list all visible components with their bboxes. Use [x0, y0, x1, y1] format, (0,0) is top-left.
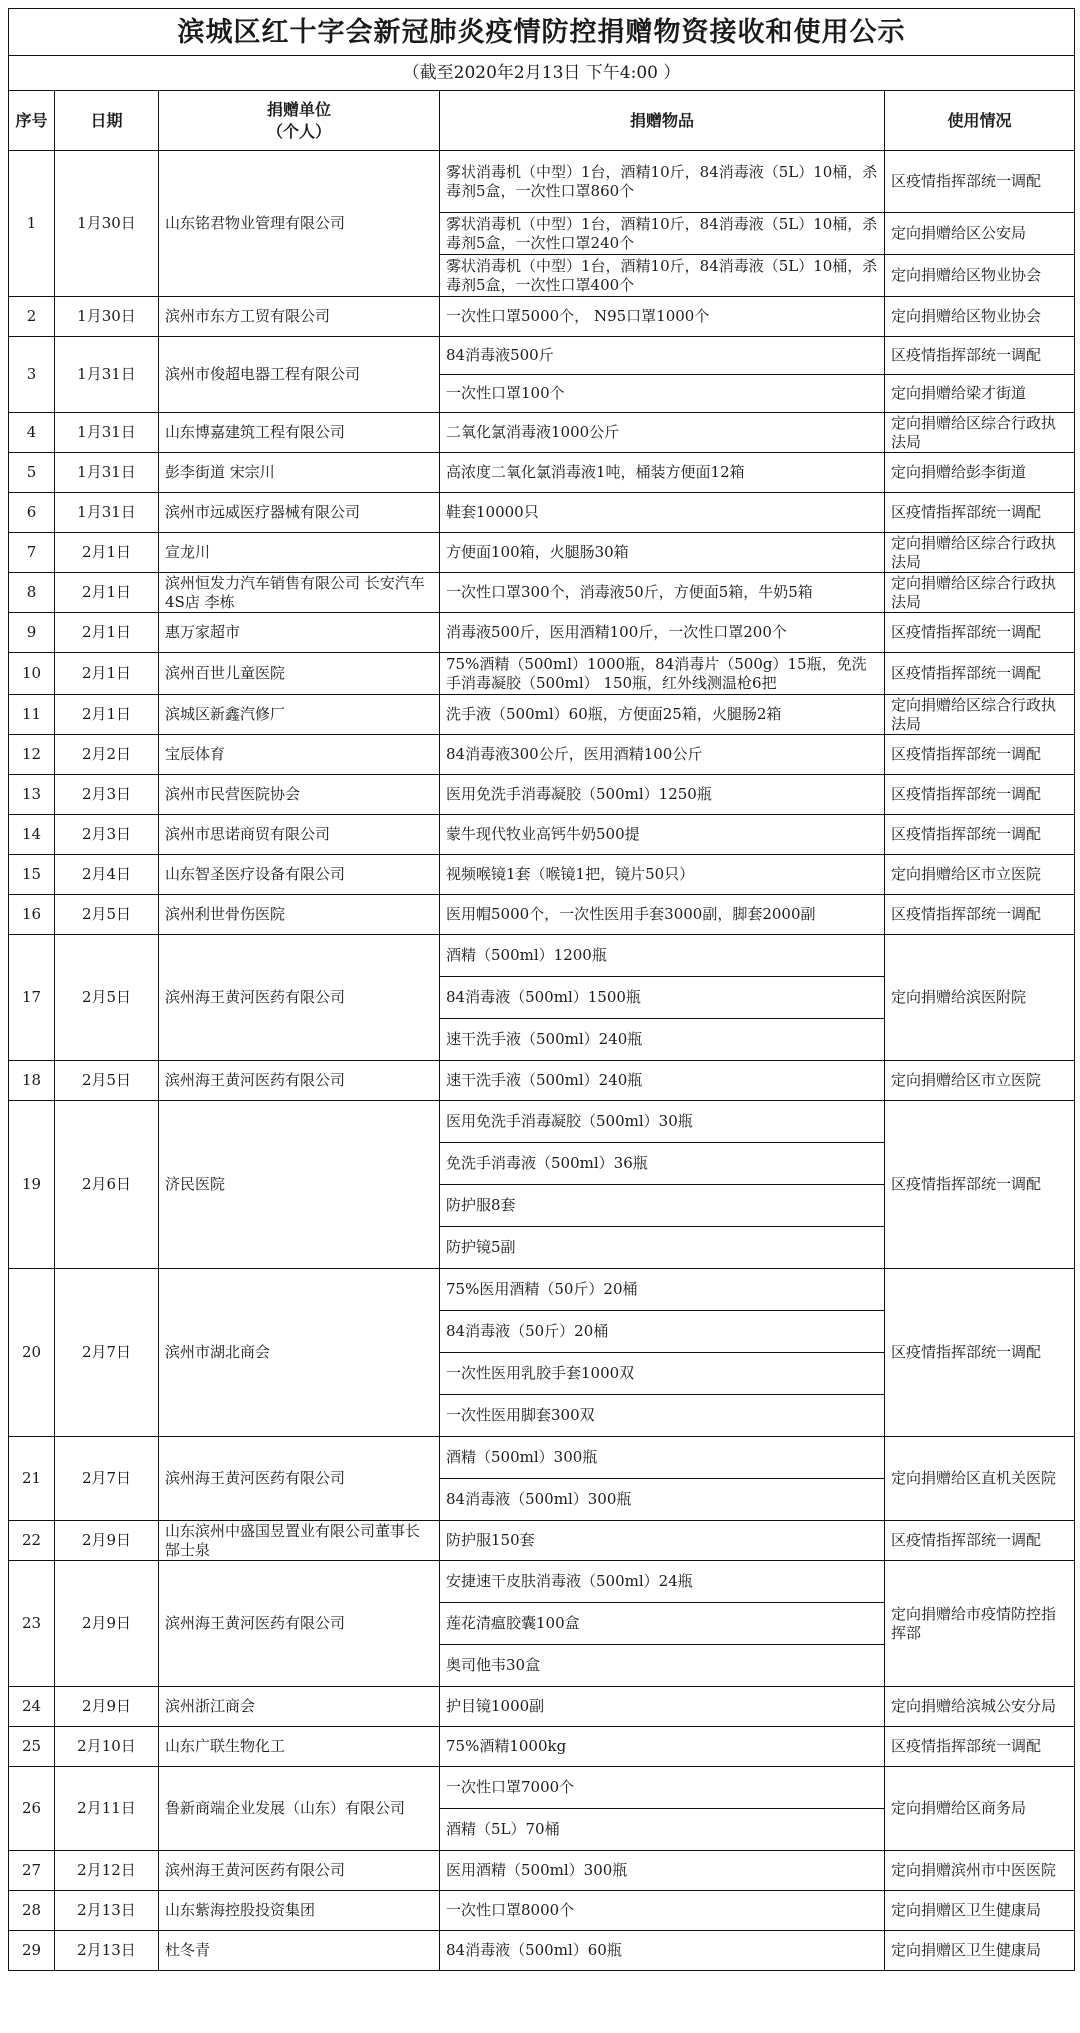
record-date: 2月1日: [55, 653, 159, 695]
record-no: 29: [9, 1931, 55, 1971]
record-donor: 山东广联生物化工: [159, 1727, 440, 1767]
record-no: 8: [9, 573, 55, 613]
record-no: 6: [9, 493, 55, 533]
record-usage: 定向捐赠给区市立医院: [885, 855, 1075, 895]
record-donor: 滨州浙江商会: [159, 1687, 440, 1727]
table-row: [9, 1269, 1075, 1311]
record-date: 2月7日: [55, 1269, 159, 1437]
header-donor-line1: 捐赠单位: [266, 99, 331, 119]
record-goods: 酒精（5L）70桶: [440, 1809, 885, 1851]
record-date: 2月1日: [55, 695, 159, 735]
table-row: [9, 151, 1075, 213]
record-goods: 84消毒液500斤: [440, 337, 885, 375]
record-usage: 定向捐赠区卫生健康局: [885, 1891, 1075, 1931]
record-donor: 滨州市湖北商会: [159, 1269, 440, 1437]
record-date: 2月1日: [55, 573, 159, 613]
record-goods: 消毒液500斤，医用酒精100斤，一次性口罩200个: [440, 613, 885, 653]
table-row: [9, 1437, 1075, 1479]
record-goods: 一次性医用乳胶手套1000双: [440, 1353, 885, 1395]
record-usage: 定向捐赠给滨医附院: [885, 935, 1075, 1061]
record-goods: 医用帽5000个，一次性医用手套3000副，脚套2000副: [440, 895, 885, 935]
record-no: 28: [9, 1891, 55, 1931]
record-usage: 定向捐赠给区物业协会: [885, 297, 1075, 337]
record-goods: 84消毒液（500ml）1500瓶: [440, 977, 885, 1019]
record-donor: 宝辰体育: [159, 735, 440, 775]
record-goods: 蒙牛现代牧业高钙牛奶500提: [440, 815, 885, 855]
record-date: 2月13日: [55, 1891, 159, 1931]
record-usage: 区疫情指挥部统一调配: [885, 735, 1075, 775]
record-no: 7: [9, 533, 55, 573]
record-goods: 一次性口罩100个: [440, 375, 885, 413]
record-goods: 医用酒精（500ml）300瓶: [440, 1851, 885, 1891]
table-row: [9, 1521, 1075, 1561]
donation-notice-sheet: [8, 8, 1074, 1971]
header-donor-line2: （个人）: [266, 121, 331, 141]
table-row: [9, 935, 1075, 977]
record-date: 1月31日: [55, 337, 159, 413]
record-goods: 75%酒精（500ml）1000瓶，84消毒片（500g）15瓶，免洗手消毒凝胶（500ml） 150瓶，红外线测温枪6把: [440, 653, 885, 695]
record-goods: 安捷速干皮肤消毒液（500ml）24瓶: [440, 1561, 885, 1603]
record-goods: 速干洗手液（500ml）240瓶: [440, 1061, 885, 1101]
table-row: [9, 1561, 1075, 1603]
table-row: [9, 735, 1075, 775]
record-date: 2月5日: [55, 1061, 159, 1101]
header-usage: 使用情况: [885, 91, 1075, 151]
record-goods: 75%医用酒精（50斤）20桶: [440, 1269, 885, 1311]
header-donor: [159, 91, 440, 151]
record-usage: 定向捐赠给市疫情防控指挥部: [885, 1561, 1075, 1687]
table-row: [9, 453, 1075, 493]
record-date: 1月31日: [55, 453, 159, 493]
record-no: 13: [9, 775, 55, 815]
record-goods: 一次性口罩300个，消毒液50斤，方便面5箱，牛奶5箱: [440, 573, 885, 613]
record-usage: 区疫情指挥部统一调配: [885, 895, 1075, 935]
record-goods: 医用免洗手消毒凝胶（500ml）1250瓶: [440, 775, 885, 815]
record-goods: 75%酒精1000kg: [440, 1727, 885, 1767]
record-no: 3: [9, 337, 55, 413]
donation-table: [8, 8, 1075, 1971]
record-date: 2月3日: [55, 775, 159, 815]
record-date: 1月31日: [55, 493, 159, 533]
record-date: 2月9日: [55, 1521, 159, 1561]
record-goods: 一次性口罩7000个: [440, 1767, 885, 1809]
record-usage: 区疫情指挥部统一调配: [885, 337, 1075, 375]
record-usage: 区疫情指挥部统一调配: [885, 613, 1075, 653]
record-goods: 护目镜1000副: [440, 1687, 885, 1727]
record-date: 2月9日: [55, 1561, 159, 1687]
record-goods: 奥司他韦30盒: [440, 1645, 885, 1687]
table-row: [9, 775, 1075, 815]
record-no: 4: [9, 413, 55, 453]
record-goods: 洗手液（500ml）60瓶，方便面25箱，火腿肠2箱: [440, 695, 885, 735]
record-date: 2月13日: [55, 1931, 159, 1971]
record-no: 23: [9, 1561, 55, 1687]
record-goods: 视频喉镜1套（喉镜1把，镜片50只）: [440, 855, 885, 895]
header-no: 序号: [9, 91, 55, 151]
record-donor: 彭李街道 宋宗川: [159, 453, 440, 493]
record-goods: 84消毒液（500ml）60瓶: [440, 1931, 885, 1971]
table-row: [9, 1851, 1075, 1891]
record-date: 2月7日: [55, 1437, 159, 1521]
record-no: 22: [9, 1521, 55, 1561]
record-donor: 宣龙川: [159, 533, 440, 573]
record-usage: 区疫情指挥部统一调配: [885, 815, 1075, 855]
record-donor: 山东博嘉建筑工程有限公司: [159, 413, 440, 453]
record-donor: 山东滨州中盛国昱置业有限公司董事长郜士泉: [159, 1521, 440, 1561]
record-goods: 一次性口罩5000个， N95口罩1000个: [440, 297, 885, 337]
header-goods: 捐赠物品: [440, 91, 885, 151]
record-date: 2月2日: [55, 735, 159, 775]
record-no: 2: [9, 297, 55, 337]
record-goods: 雾状消毒机（中型）1台，酒精10斤，84消毒液（5L）10桶，杀毒剂5盒，一次性口罩860个: [440, 151, 885, 213]
record-usage: 区疫情指挥部统一调配: [885, 775, 1075, 815]
record-donor: 济民医院: [159, 1101, 440, 1269]
record-no: 27: [9, 1851, 55, 1891]
record-date: 2月12日: [55, 1851, 159, 1891]
record-date: 2月6日: [55, 1101, 159, 1269]
table-row: [9, 1931, 1075, 1971]
record-donor: 滨州海王黄河医药有限公司: [159, 1561, 440, 1687]
table-row: [9, 653, 1075, 695]
record-no: 26: [9, 1767, 55, 1851]
record-usage: 定向捐赠给区综合行政执法局: [885, 533, 1075, 573]
table-row: [9, 1101, 1075, 1143]
table-row: [9, 493, 1075, 533]
record-date: 2月1日: [55, 533, 159, 573]
record-donor: 滨州海王黄河医药有限公司: [159, 1851, 440, 1891]
record-goods: 酒精（500ml）1200瓶: [440, 935, 885, 977]
record-donor: 滨州市远威医疗器械有限公司: [159, 493, 440, 533]
record-goods: 84消毒液（50斤）20桶: [440, 1311, 885, 1353]
record-no: 18: [9, 1061, 55, 1101]
record-usage: 区疫情指挥部统一调配: [885, 1269, 1075, 1437]
record-no: 16: [9, 895, 55, 935]
record-usage: 定向捐赠区卫生健康局: [885, 1931, 1075, 1971]
record-no: 9: [9, 613, 55, 653]
record-usage: 区疫情指挥部统一调配: [885, 653, 1075, 695]
record-usage: 区疫情指挥部统一调配: [885, 1521, 1075, 1561]
record-no: 12: [9, 735, 55, 775]
record-date: 2月4日: [55, 855, 159, 895]
table-row: [9, 895, 1075, 935]
record-date: 1月31日: [55, 413, 159, 453]
record-goods: 雾状消毒机（中型）1台，酒精10斤，84消毒液（5L）10桶，杀毒剂5盒，一次性口罩400个: [440, 255, 885, 297]
record-usage: 定向捐赠给彭李街道: [885, 453, 1075, 493]
record-goods: 医用免洗手消毒凝胶（500ml）30瓶: [440, 1101, 885, 1143]
record-donor: 滨州市俊超电器工程有限公司: [159, 337, 440, 413]
record-usage: 区疫情指挥部统一调配: [885, 1101, 1075, 1269]
record-no: 1: [9, 151, 55, 297]
record-goods: 雾状消毒机（中型）1台，酒精10斤，84消毒液（5L）10桶，杀毒剂5盒，一次性口罩240个: [440, 213, 885, 255]
record-donor: 滨州海王黄河医药有限公司: [159, 1437, 440, 1521]
record-donor: 滨州百世儿童医院: [159, 653, 440, 695]
record-donor: 山东智圣医疗设备有限公司: [159, 855, 440, 895]
record-no: 19: [9, 1101, 55, 1269]
record-goods: 鞋套10000只: [440, 493, 885, 533]
record-usage: 定向捐赠给滨城公安分局: [885, 1687, 1075, 1727]
record-goods: 方便面100箱，火腿肠30箱: [440, 533, 885, 573]
page-title: 滨城区红十字会新冠肺炎疫情防控捐赠物资接收和使用公示: [9, 9, 1075, 56]
record-goods: 免洗手消毒液（500ml）36瓶: [440, 1143, 885, 1185]
record-goods: 高浓度二氧化氯消毒液1吨，桶装方便面12箱: [440, 453, 885, 493]
table-row: [9, 1767, 1075, 1809]
record-donor: 鲁新商端企业发展（山东）有限公司: [159, 1767, 440, 1851]
record-date: 2月1日: [55, 613, 159, 653]
table-row: [9, 613, 1075, 653]
table-row: [9, 1891, 1075, 1931]
record-usage: 定向捐赠给区综合行政执法局: [885, 695, 1075, 735]
record-no: 24: [9, 1687, 55, 1727]
header-row: [9, 91, 1075, 151]
record-no: 17: [9, 935, 55, 1061]
table-row: [9, 413, 1075, 453]
header-date: 日期: [55, 91, 159, 151]
record-goods: 防护服150套: [440, 1521, 885, 1561]
record-donor: 滨州市民营医院协会: [159, 775, 440, 815]
record-usage: 区疫情指挥部统一调配: [885, 151, 1075, 213]
record-no: 20: [9, 1269, 55, 1437]
record-date: 2月5日: [55, 895, 159, 935]
record-goods: 莲花清瘟胶囊100盒: [440, 1603, 885, 1645]
record-date: 2月5日: [55, 935, 159, 1061]
record-date: 1月30日: [55, 297, 159, 337]
record-no: 14: [9, 815, 55, 855]
record-no: 25: [9, 1727, 55, 1767]
record-date: 2月9日: [55, 1687, 159, 1727]
record-goods: 酒精（500ml）300瓶: [440, 1437, 885, 1479]
record-goods: 防护服8套: [440, 1185, 885, 1227]
record-donor: 滨州市东方工贸有限公司: [159, 297, 440, 337]
record-goods: 一次性医用脚套300双: [440, 1395, 885, 1437]
record-usage: 定向捐赠给区直机关医院: [885, 1437, 1075, 1521]
table-row: [9, 297, 1075, 337]
record-usage: 定向捐赠给梁才街道: [885, 375, 1075, 413]
record-no: 10: [9, 653, 55, 695]
record-usage: 定向捐赠给区商务局: [885, 1767, 1075, 1851]
record-no: 15: [9, 855, 55, 895]
record-goods: 一次性口罩8000个: [440, 1891, 885, 1931]
record-donor: 惠万家超市: [159, 613, 440, 653]
record-no: 21: [9, 1437, 55, 1521]
record-donor: 滨城区新鑫汽修厂: [159, 695, 440, 735]
record-date: 2月10日: [55, 1727, 159, 1767]
record-donor: 滨州市思诺商贸有限公司: [159, 815, 440, 855]
record-no: 5: [9, 453, 55, 493]
record-donor: 滨州海王黄河医药有限公司: [159, 1061, 440, 1101]
table-row: [9, 533, 1075, 573]
record-donor: 杜冬青: [159, 1931, 440, 1971]
record-goods: 84消毒液300公斤，医用酒精100公斤: [440, 735, 885, 775]
table-row: [9, 815, 1075, 855]
record-date: 1月30日: [55, 151, 159, 297]
record-usage: 定向捐赠给区市立医院: [885, 1061, 1075, 1101]
record-usage: 定向捐赠给区公安局: [885, 213, 1075, 255]
record-donor: 滨州恒发力汽车销售有限公司 长安汽车4S店 李栋: [159, 573, 440, 613]
record-usage: 定向捐赠给区综合行政执法局: [885, 413, 1075, 453]
record-donor: 山东铭君物业管理有限公司: [159, 151, 440, 297]
record-usage: 定向捐赠给区综合行政执法局: [885, 573, 1075, 613]
table-row: [9, 1687, 1075, 1727]
table-row: [9, 695, 1075, 735]
record-date: 2月11日: [55, 1767, 159, 1851]
record-donor: 山东紫海控股投资集团: [159, 1891, 440, 1931]
table-row: [9, 1727, 1075, 1767]
record-goods: 速干洗手液（500ml）240瓶: [440, 1019, 885, 1061]
table-row: [9, 1061, 1075, 1101]
record-usage: 定向捐赠滨州市中医医院: [885, 1851, 1075, 1891]
table-row: [9, 573, 1075, 613]
table-row: [9, 337, 1075, 375]
record-date: 2月3日: [55, 815, 159, 855]
cutoff-time-subtitle: （截至2020年2月13日 下午4:00 ）: [9, 56, 1075, 91]
record-usage: 区疫情指挥部统一调配: [885, 1727, 1075, 1767]
record-goods: 二氧化氯消毒液1000公斤: [440, 413, 885, 453]
record-donor: 滨州海王黄河医药有限公司: [159, 935, 440, 1061]
record-no: 11: [9, 695, 55, 735]
record-goods: 84消毒液（500ml）300瓶: [440, 1479, 885, 1521]
record-goods: 防护镜5副: [440, 1227, 885, 1269]
record-donor: 滨州利世骨伤医院: [159, 895, 440, 935]
record-usage: 区疫情指挥部统一调配: [885, 493, 1075, 533]
table-row: [9, 855, 1075, 895]
record-usage: 定向捐赠给区物业协会: [885, 255, 1075, 297]
